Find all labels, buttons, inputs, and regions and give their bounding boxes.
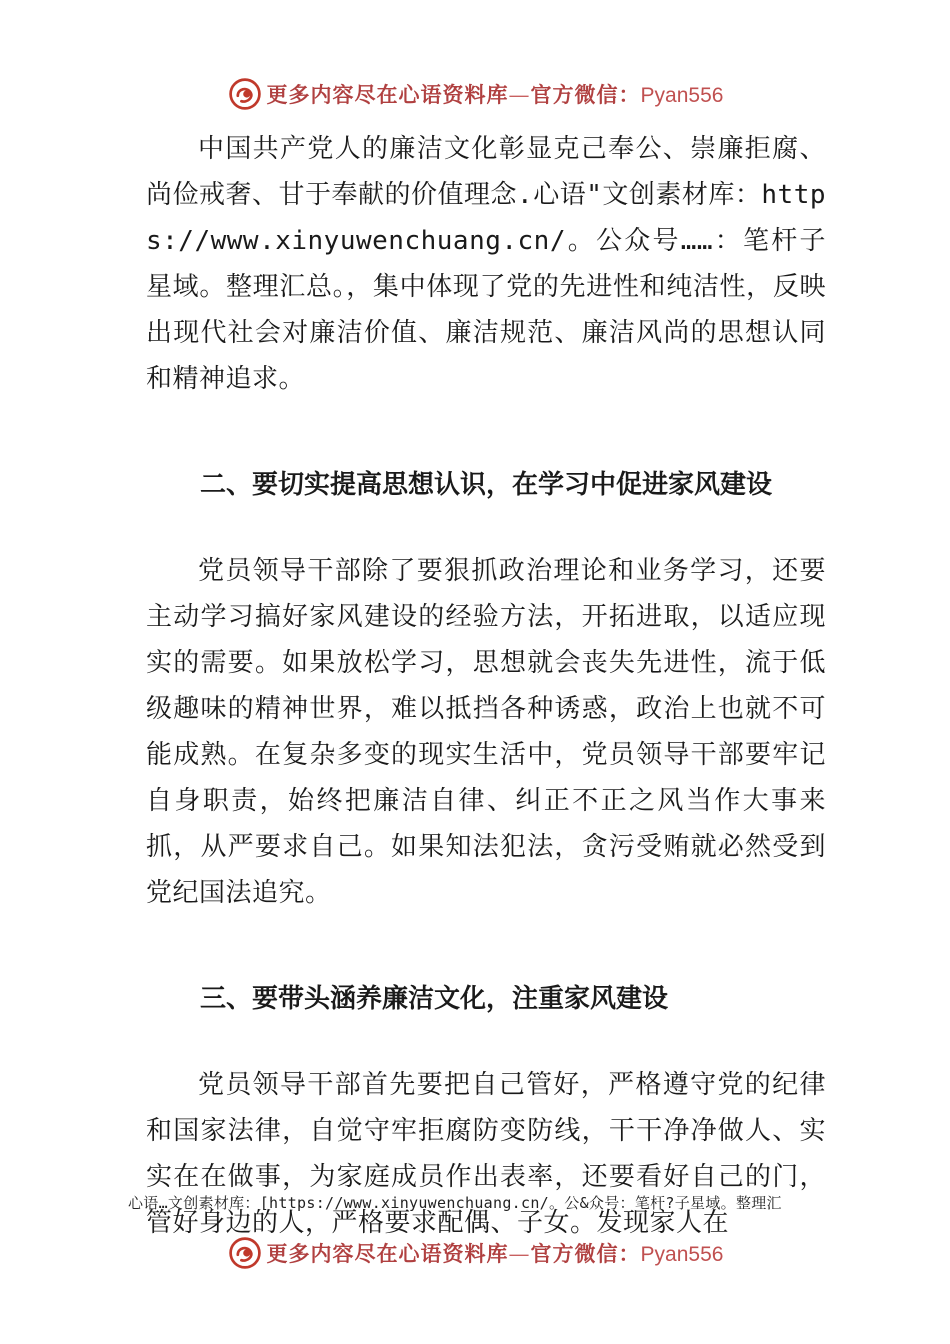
hand-heart-logo-icon — [227, 1235, 263, 1271]
banner-wechat-id: Pyan556 — [640, 84, 724, 107]
banner-separator: — — [508, 83, 531, 107]
section-heading-3: 三、要带头涵养廉洁文化，注重家风建设 — [200, 984, 669, 1014]
paragraph-2: 党员领导干部除了要狠抓政治理论和业务学习，还要主动学习搞好家风建设的经验方法，开拓进取，以适应现实的需要。如果放松学习，思想就会丧失先进性，流于低级趣味的精神世界，难以抵挡各种诱惑，政治上也就不可能成熟。在复杂多变的现实生活中，党员领导干部要牢记自身职责，始终把廉洁自律、纠正不正之风当作大事来抓，从严要求自己。如果知法犯法，贪污受贿就必然受到党纪国法追究。 — [146, 556, 826, 908]
banner-wechat-id: Pyan556 — [640, 1243, 724, 1266]
banner-label: 官方微信： — [530, 82, 641, 107]
document-body — [146, 126, 826, 1246]
banner-label: 官方微信： — [530, 1241, 641, 1266]
section-heading-2: 二、要切实提高思想认识，在学习中促进家风建设 — [200, 470, 773, 500]
banner-separator: — — [508, 1242, 531, 1266]
header-banner — [0, 74, 950, 114]
footer-note: 心语…文创素材库：[https://www.xinyuwenchuang.cn/。公&众号：笔杆?子星域。整理汇 — [128, 1194, 782, 1212]
footer-banner — [0, 1233, 950, 1273]
banner-slogan: 更多内容尽在心语资料库 — [266, 1241, 509, 1266]
paragraph-1: 中国共产党人的廉洁文化彰显克己奉公、崇廉拒腐、尚俭戒奢、甘于奉献的价值理念.心语"文创素材库：https://www.xinyuwenchuang.cn/。公众号……：笔杆子星域。整理汇总。，集中体现了党的先进性和纯洁性，反映出现代社会对廉洁价值、廉洁规范、廉洁风尚的思想认同和精神追求。 — [146, 134, 826, 394]
banner-slogan: 更多内容尽在心语资料库 — [266, 82, 509, 107]
hand-heart-logo-icon — [227, 76, 263, 112]
paragraph-3: 党员领导干部首先要把自己管好，严格遵守党的纪律和国家法律，自觉守牢拒腐防变防线，干干净净做人、实实在在做事，为家庭成员作出表率，还要看好自己的门，管好身边的人，严格要求配偶、子女。发现家人在 — [146, 1070, 826, 1238]
